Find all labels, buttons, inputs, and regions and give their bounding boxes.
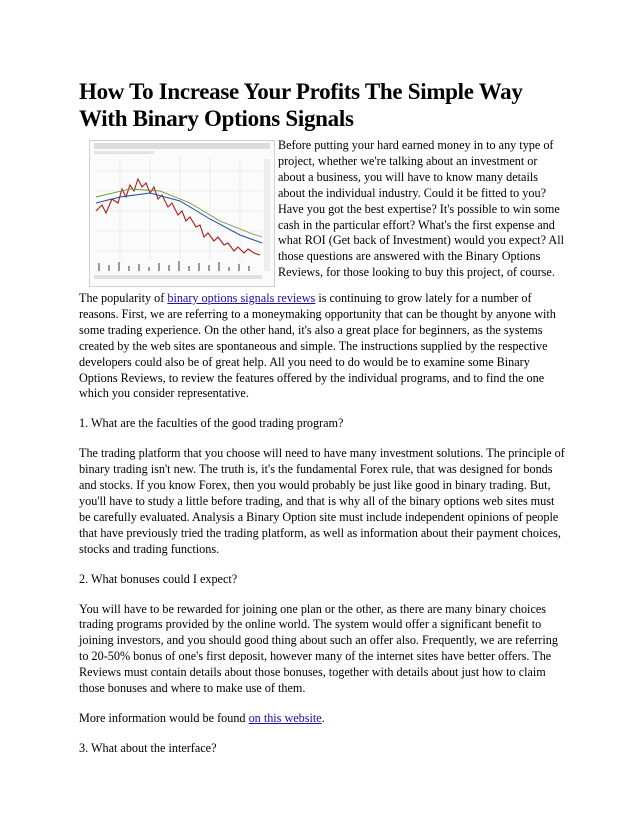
- document-page: [79, 78, 565, 757]
- text-span: is continuing to grow lately for a number of reasons. First, we are referring to a moneymaking opportunity that can be thought by anyone with some trading experience. On the other hand, it's also a great place for beginners, as the systems created by the web sites are spontaneous and simple. The instructions supplied by the respective developers could also be of great help. All you need to do would be to examine some Binary Options Reviews, to review the features offered by the individual programs, and to find the one which you consider representative.: [79, 291, 556, 401]
- question-2-heading: 2. What bonuses could I expect?: [79, 571, 238, 586]
- paragraph-trading-platform: The trading platform that you choose will need to have many investment solutions. The principle of binary trading isn't new. The truth is, it's the fundamental Forex rule, that was designed for bonds and stocks. If you know Forex, then you would probably be just like good in binary trading. But, you'll have to study a little before trading, and that is why all of the binary options web sites must be carefully evaluated. Analysis a Binary Option site must include independent opinions of people that have previously tried the trading platform, as well as information about their payment choices, stocks and trading functions.: [79, 446, 565, 556]
- binary-options-signals-reviews-link[interactable]: binary options signals reviews: [167, 291, 316, 305]
- paragraph-bonuses: You will have to be rewarded for joining one plan or the other, as there are many binary choices trading programs provided by the online world. The system would offer a significant benefit to joining investors, and you should good thing about such an offer also. Frequently, we are referring to 20-50% bonus of one's first deposit, however many of the internet sites have better offers. The Reviews must contain details about those bonuses, together with details about just how to claim those bonuses and where to make use of them.: [79, 601, 558, 696]
- text-span: .: [321, 710, 325, 725]
- stock-chart-image: [89, 140, 275, 287]
- text-span: The popularity of: [79, 291, 168, 305]
- paragraph-popularity: [79, 291, 565, 402]
- paragraph-more-info: [79, 711, 565, 727]
- page-title: How To Increase Your Profits The Simple Way With Binary Options Signals: [79, 79, 523, 131]
- intro-section: [79, 138, 565, 288]
- this-website-link[interactable]: on this website: [248, 710, 322, 725]
- text-span: More information would be found: [79, 710, 249, 725]
- question-3-heading: 3. What about the interface?: [79, 740, 217, 755]
- intro-paragraph: Before putting your hard earned money in to any type of project, whether we're talking about an investment or about a business, you will have to know many details about the individual industry. Could it be fitted to you? Have you got the best expertise? It's possible to win some cash in the particular effort? What's the first expense and what ROI (Get back of Investment) would you expect? All those questions are answered with the Binary Options Reviews, for those looking to buy this project, of course.: [278, 138, 564, 280]
- question-1-heading: 1. What are the faculties of the good trading program?: [79, 416, 344, 431]
